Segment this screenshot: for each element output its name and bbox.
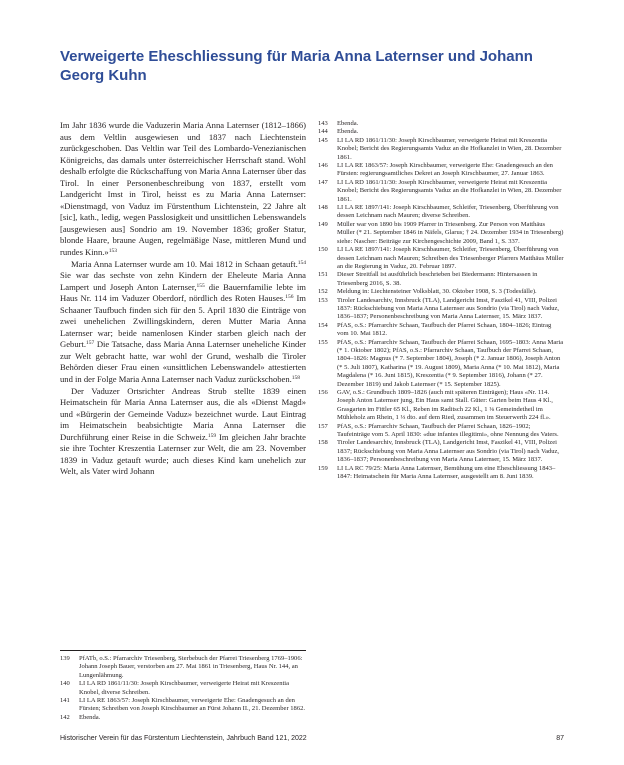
footnote [318, 271, 564, 288]
footnote-ref: 159 [207, 432, 217, 439]
footnote-number: 158 [318, 439, 328, 447]
footnote [318, 179, 564, 204]
footnote-number: 157 [318, 422, 328, 430]
footnote-ref: 155 [196, 282, 205, 289]
footnote-number: 144 [318, 128, 328, 136]
footnote [318, 288, 564, 296]
paragraph-text: Die Tatsache, dass Maria Anna Laternser uneheliche Kinder zur Welt gebracht hatte, war wohl der Grund, weshalb die Tiroler Behörden dieser Frau einen «unsittlichen Lebenswandel» attestierten und in der Folge Maria Anna Laternser nach Vaduz zurückschoben. [60, 339, 306, 385]
footnote [60, 714, 306, 722]
paragraph-text: Im Schaaner Taufbuch finden sich für den 5. April 1830 die Einträge von zwei unehelichen Zwillingskindern, deren Mutter Maria Anna Laternser war; beide namenlosen Kinder starben gleich nach der Geburt. [60, 293, 306, 350]
footnote-text: PfATb, o.S.: Pfarrarchiv Triesenberg, Sterbebuch der Pfarrei Triesenberg 1769–1906: Johann Joseph Bauer, verstorben am 27. Mai 1861 in Triesenberg, Haus Nr. 144, an Lungenlähmung. [79, 655, 303, 679]
footnote [318, 128, 564, 136]
footnote-text: Meldung in: Liechtensteiner Volksblatt, 30. Oktober 1908, S. 3 (Todesfälle). [337, 288, 537, 296]
footnote-text: LI LA RE 1863/57: Joseph Kirschbaumer, verweigerte Ehe: Gnadengesuch an den Fürsten: regierungsamtliches Dekret an Joseph Kirschbaumer, 27. Januar 1863. [337, 162, 553, 178]
footnote [318, 339, 564, 389]
footnote-text: Tiroler Landesarchiv, Innsbruck (TLA), Landgericht Imst, Faszikel 41, VIII, Polizei 1837: Rückschiebung von Maria Anna Laternser aus Sondrio (via Tirol) nach Vaduz, 1836–1837; Personenbeschreibung von Maria Anna Laternser, 15. März 1837. [337, 296, 560, 321]
footnote-number: 148 [318, 204, 328, 212]
footnote-text: PfAS, o.S.: Pfarrarchiv Schaan, Taufbuch der Pfarrei Schaan, 1804–1826; Eintrag vom 10. Mai 1812. [337, 321, 552, 338]
footnote [318, 120, 564, 128]
footnote-number: 143 [318, 120, 328, 127]
footnote-number: 156 [318, 389, 328, 396]
running-footer: Historischer Verein für das Fürstentum Liechtenstein, Jahrbuch Band 121, 2022 [60, 735, 307, 742]
footnote-number: 146 [318, 162, 328, 170]
footnote-number: 152 [318, 288, 328, 296]
footnote-number: 141 [60, 697, 70, 705]
footnote-text: LI LA RE 1897/141: Joseph Kirschbaumer, Schleifer, Triesenberg, Überführung von dessen Leichnam nach Mauren; diverse Schreiben. [337, 204, 559, 220]
footnote-number: 153 [318, 296, 328, 304]
footnote-text: PfAS, o.S.: Pfarrarchiv Schaan, Taufbuch der Pfarrei Schaan, 1826–1902; Taufeinträge vom 5. April 1830: «due infantes illegitimi», ohne Nennung des Vaters. [337, 422, 559, 439]
footnote-text: Tiroler Landesarchiv, Innsbruck (TLA), Landgericht Imst, Faszikel 41, VIII, Polizei 1837; Rückschiebung von Maria Anna Laternser aus Sondrio (via Tirol) nach Vaduz, 1836–1837; Personenbeschreibung von Maria Anna Laternser, 15. März 1837. [337, 439, 560, 464]
footnote-text: Ebenda. [337, 128, 359, 136]
paragraph-text: Der Vaduzer Ortsrichter Andreas Strub stellte 1839 einen Heimatschein für Maria Anna Laternser aus, die als «Dienst Magd» und «Bürgerin der Gemeinde Vaduz» bezeichnet wurde. Laut Eintrag im Heimatschein beabsichtigte Maria Anna Laternser die Durchführung einer Reise in die Schweiz. [60, 385, 306, 442]
footnote [60, 680, 306, 697]
footnote-ref: 156 [285, 294, 294, 301]
footnote-number: 147 [318, 178, 328, 186]
footnote [318, 162, 564, 179]
footnote-text: Müller war von 1890 bis 1909 Pfarrer in Triesenberg. Zur Person von Matthäus Müller (* 21. September 1846 in Näfels, Glarus; † 24. Dezember 1934 in Triesenberg) siehe: Nascher: Beiträge zur Kirchengeschichte 2009, Band 1, S. 337. [337, 220, 564, 245]
paragraph-text: Im gleichen Jahr brachte sie ihre Tochter Kreszentia Laternser zur Welt, die am 23. November 1839 in Vaduz getauft wurde; auch dieses Kind kam unehelich zur Welt, als Vater wird Johann [60, 431, 306, 477]
paragraph [60, 259, 306, 386]
footnote-number: 142 [60, 713, 70, 721]
page-number: 87 [556, 735, 564, 742]
footnote-text: Ebenda. [79, 713, 101, 721]
footnote-text: LI LA RC 79/25: Maria Anna Laternser, Bemühung um eine Eheschliessung 1843–1847: Heimatschein für Maria Anna Laternser, ausgestellt am 8. Juni 1839. [337, 464, 556, 481]
footnote [318, 297, 564, 322]
footnote-ref: 157 [86, 340, 95, 347]
footnote [318, 322, 564, 339]
footnote-text: GAV, o.S.: Grundbuch 1809–1826 (auch mit späteren Einträgen); Haus «Nr. 114. Joseph Anton Laternser jung, Ein Haus samt Stall. Güter: Garten beim Haus 4 Kl., Grasgarten im Fittler 65 Kl., Reben im Raditsch 22 Kl., 1 ⅛ Gemeindetheil im Mühleholz am Rhein, 1 ⅓ dto. auf dem Ried, zusammen im Steuerwerth 224 fl.». [337, 389, 553, 422]
footnote-text: LI LA RE 1897/141: Joseph Kirschbaumer, Schleifer, Triesenberg, Überführung von dessen Leichnam nach Mauren; Schreiben des Triesenberger Pfarrers Matthäus Müller an die Regierung in Vaduz, 20. Februar 1897. [337, 246, 564, 270]
footnote [318, 246, 564, 271]
footnote-text: PfAS, o.S.: Pfarrarchiv Schaan, Taufbuch der Pfarrei Schaan, 1695–1803: Anna Maria (* 1. Oktober 1802); PfAS, o.S.: Pfarrarchiv Schaan, Taufbuch der Pfarrei Schaan, 1804–1826: Magnus (* 7. September 1804), Joseph (* 2. Januar 1806), Joseph Anton (* 5. Juli 1807), Katharina (* 19. August 1809), Maria Anna (* 10. Mai 1812), Maria Magdalena (* 16. Juni 1815), Kreszentia (* 9. September 1816), Johann (* 27. Dezember 1819) und Jakob Laternser (* 15. September 1825). [337, 338, 564, 388]
paragraph [60, 120, 306, 259]
paragraph-text: Im Jahr 1836 wurde die Vaduzerin Maria Anna Laternser (1812–1866) aus dem Veltlin ausgewiesen und 1837 nach Liechtenstein zurückgeschoben. Das Veltlin war Teil des Lombardo-Venezianischen Königreichs, das damals unter österreichischer Herrschaft stand. Wohl deshalb erfolgte die Rückschaffung von Maria Anna Laternser über das Tirol. In einer Personenbeschreibung von 1837, erstellt vom Landgericht Imst in Tirol, heisst es zu Maria Anna Laternser: «Dienstmagd, von Vaduz im Fürstenthum Lichtenstein, 22 Jahre alt [sic], kath., ledig, wegen Passlosigkeit und unsittlichen Lebenswandels [ausgewiesen aus] Sondrio am 19. November 1836; großer Statur, blonde Haare, braune Augen, regelmäßige Nase, mittleren Mund und rundes Kinn.» [60, 120, 306, 258]
footnote-ref: 154 [297, 259, 306, 266]
footnotes-left [60, 650, 306, 722]
footnote-ref: 153 [108, 248, 117, 255]
paragraph [60, 386, 306, 478]
footnote-text: LI LA RD 1861/11/30: Joseph Kirschbaumer, verweigerte Heirat mit Kreszentia Knobel; Bericht des Regierungsamts Vaduz an die Hofkanzlei in Wien, 28. Dezember 1861. [337, 136, 562, 161]
paragraph-text: die Bauernfamilie lebte im Haus Nr. 114 im Vaduzer Oberdorf, nördlich des Roten Hauses. [60, 281, 306, 304]
footnote [318, 465, 564, 482]
footnote-number: 149 [318, 220, 328, 228]
footnote-number: 159 [318, 464, 328, 472]
page-title: Verweigerte Eheschliessung für Maria Anna Laternser und Johann Georg Kuhn [60, 48, 533, 84]
footnote [318, 439, 564, 464]
footnote [318, 423, 564, 440]
footnote-text: LI LA RD 1861/11/30: Joseph Kirschbaumer, verweigerte Heirat mit Kreszentia Knobel, diverse Schreiben. [79, 680, 290, 696]
footnote-number: 154 [318, 321, 328, 329]
footnote [60, 655, 306, 680]
paragraph-text: Sie war das sechste von zehn Kindern der Eheleute Maria Anna Lampert und Joseph Anton Laternser, [60, 270, 306, 292]
footnote-text: LI LA RE 1863/57: Joseph Kirschbaumer, verweigerte Ehe: Gnadengesuch an den Fürsten; Schreiben von Joseph Kirschbaumer an Fürst Johann II., 21. Dezember 1862. [79, 697, 306, 713]
paragraph-text: Maria Anna Laternser wurde am 10. Mai 1812 in Schaan getauft. [71, 258, 298, 269]
main-text [60, 120, 306, 478]
footnote-number: 151 [318, 271, 328, 279]
footnotes-right [318, 120, 564, 481]
footnote-number: 139 [60, 655, 70, 662]
footnote [318, 204, 564, 221]
footnote [60, 697, 306, 714]
footnote-number: 140 [60, 680, 70, 688]
footnote-number: 155 [318, 338, 328, 346]
footnote [318, 137, 564, 162]
footnote-text: Ebenda. [337, 120, 359, 127]
footnote-text: LI LA RD 1861/11/30: Joseph Kirschbaumer, verweigerte Heirat mit Kreszentia Knobel; Bericht des Regierungsamts Vaduz an die Hofkanzlei in Wien, 28. Dezember 1861. [337, 178, 562, 203]
footnote-number: 150 [318, 246, 328, 254]
footnote [318, 221, 564, 246]
footnote [318, 389, 564, 423]
footnote-number: 145 [318, 136, 328, 144]
footnote-ref: 158 [291, 375, 301, 382]
footnote-text: Dieser Streitfall ist ausführlich beschrieben bei Biedermann: Hintersassen in Triesenberg 2016, S. 38. [337, 271, 538, 287]
